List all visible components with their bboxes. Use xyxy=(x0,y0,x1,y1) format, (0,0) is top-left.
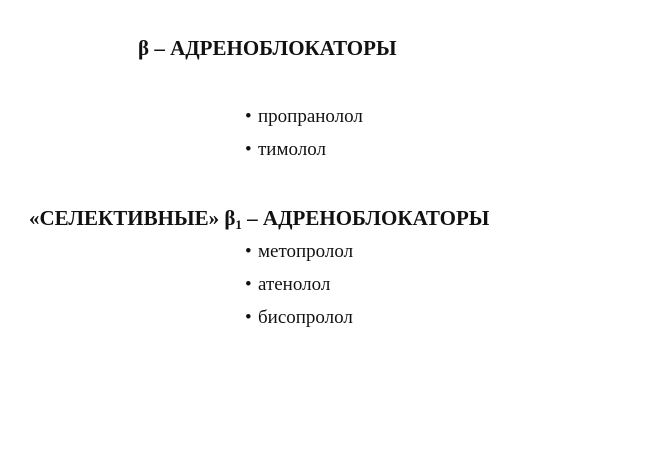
list-item xyxy=(245,275,353,308)
heading-beta-blockers xyxy=(138,38,397,59)
drug-name: бисопролол xyxy=(258,307,353,328)
drug-name: пропранолол xyxy=(258,106,363,127)
drug-name: атенолол xyxy=(258,274,331,295)
list-item xyxy=(245,308,353,341)
drug-name: тимолол xyxy=(258,139,326,160)
heading-beta-blockers-text: β – АДРЕНОБЛОКАТОРЫ xyxy=(138,36,397,60)
heading-subscript: 1 xyxy=(235,217,242,232)
heading-selective-beta1-blockers xyxy=(29,206,490,232)
nonselective-drug-list xyxy=(245,107,363,173)
drug-name: метопролол xyxy=(258,241,354,262)
heading-suffix: – АДРЕНОБЛОКАТОРЫ xyxy=(241,206,490,230)
list-item xyxy=(245,107,363,140)
list-item xyxy=(245,242,353,275)
heading-prefix: «СЕЛЕКТИВНЫЕ» β xyxy=(29,206,236,230)
list-item xyxy=(245,140,363,173)
selective-drug-list xyxy=(245,242,353,341)
